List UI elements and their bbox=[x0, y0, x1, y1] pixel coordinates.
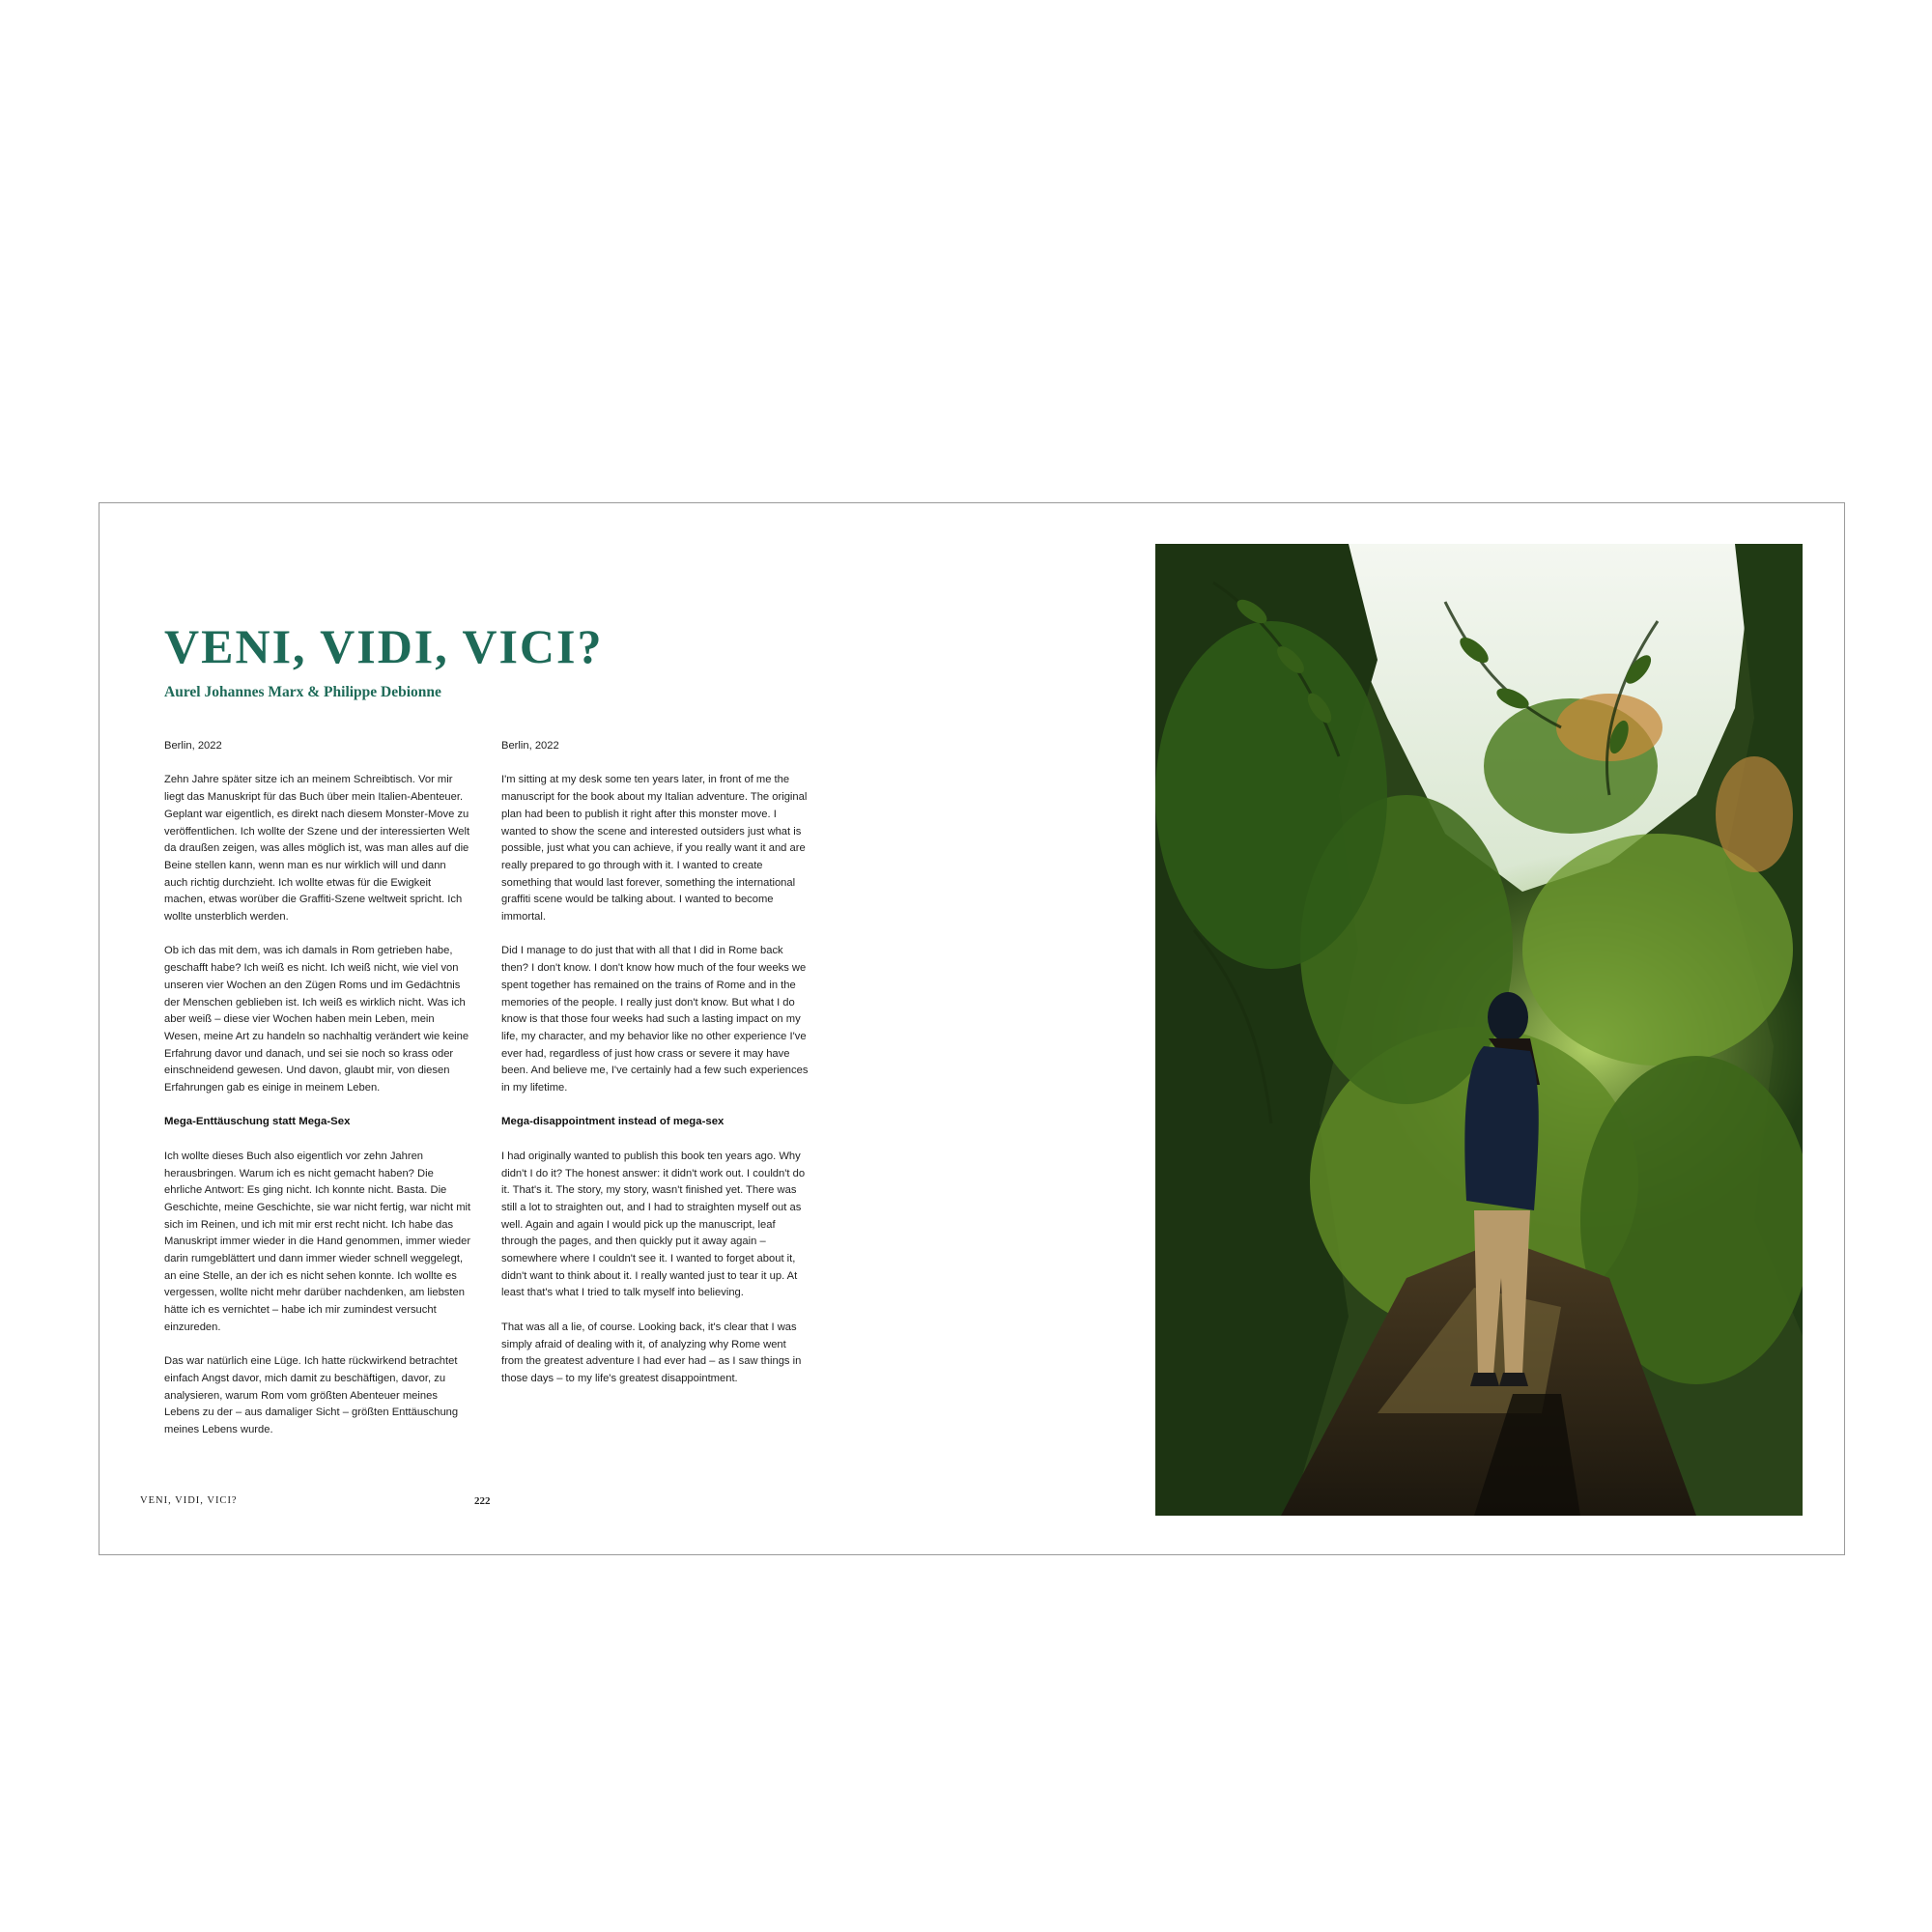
german-paragraph: Zehn Jahre später sitze ich an meinem Schreibtisch. Vor mir liegt das Manuskript für das Buch über mein Italien-Abenteuer. Geplant war eigentlich, es direkt nach diesem Monster-Move zu veröffentlichen. Ich wollte der Szene und der interessierten Welt da draußen zeigen, was alles möglich ist, was man alles auf die Beine stellen kann, wenn man es nur wirklich will und dann auch richtig durchzieht. Ich wollte etwas für die Ewigkeit machen, etwas worüber die Graffiti-Szene weltweit spricht. Ich wollte unsterblich werden. bbox=[164, 774, 470, 923]
english-paragraph: Did I manage to do just that with all that I did in Rome back then? I don't know. I don't know how much of the four weeks we spent together has remained on the trains of Rome and in the memories of the people. I really just don't know. But what I do know is that those four weeks had such a lasting impact on my life, my character, and my behavior like no other experience I've ever had, regardless of just how crass or severe it may have been. And believe me, I've certainly had a few such experiences in my lifetime. bbox=[501, 945, 809, 1094]
german-paragraph: Das war natürlich eine Lüge. Ich hatte rückwirkend betrachtet einfach Angst davor, mich damit zu beschäftigen, davor, zu analysieren, warum Rom vom größten Abenteuer meines Lebens zu der – aus damaliger Sicht – größten Enttäuschung meines Lebens wurde. bbox=[164, 1355, 459, 1436]
german-paragraph: Ob ich das mit dem, was ich damals in Rom getrieben habe, geschafft habe? Ich weiß es nicht. Ich weiß nicht, wie viel von unseren vier Wochen an den Zügen Roms und im Gedächtnis der Menschen geblieben ist. Ich weiß es wirklich nicht. Was ich aber weiß – diese vier Wochen haben mein Leben, mein Wesen, meine Art zu handeln so nachhaltig verändert wie keine Erfahrung davor und danach, und sei sie noch so krass oder einschneidend gewesen. Und davon, glaubt mir, von diesen Erfahrungen gab es einige in meinem Leben. bbox=[164, 945, 469, 1094]
english-paragraph: That was all a lie, of course. Looking back, it's clear that I was simply afraid of dealing with it, of analyzing why Rome went from the greatest adventure I had ever had – as I saw things in those days – to my life's greatest disappointment. bbox=[501, 1321, 802, 1384]
article-title: VENI, VIDI, VICI? bbox=[164, 619, 604, 673]
article-authors: Aurel Johannes Marx & Philippe Debionne bbox=[164, 684, 441, 700]
english-subheading: Mega-disappointment instead of mega-sex bbox=[501, 1116, 724, 1128]
english-paragraph: I had originally wanted to publish this book ten years ago. Why didn't I do it? The honest answer: it didn't work out. I couldn't do it. That's it. The story, my story, wasn't finished yet. There was still a lot to straighten out, and I had to straighten myself out as well. Again and again I would pick up the manuscript, leaf through the pages, and then quickly put it away again – somewhere where I couldn't see it. I wanted to forget about it, didn't want to think about it. I really wanted just to tear it up. At least that's what I tried to talk myself into believing. bbox=[501, 1150, 806, 1299]
forest-photo-illustration bbox=[1155, 544, 1803, 1516]
english-text-column bbox=[501, 738, 809, 1405]
german-text-column bbox=[164, 738, 471, 1456]
running-footer-title: VENI, VIDI, VICI? bbox=[140, 1495, 238, 1506]
english-paragraph: I'm sitting at my desk some ten years later, in front of me the manuscript for the book about my Italian adventure. The original plan had been to publish it right after this monster move. I wanted to show the scene and interested outsiders just what is possible, just what you can achieve, if you really want it and are really prepared to go through with it. I wanted to create something that would last forever, something the international graffiti scene would be talking about. I wanted to become immortal. bbox=[501, 774, 808, 923]
german-dateline: Berlin, 2022 bbox=[164, 740, 222, 752]
german-subheading: Mega-Enttäuschung statt Mega-Sex bbox=[164, 1116, 351, 1128]
forest-portrait-photo bbox=[1155, 544, 1803, 1516]
page-number: 222 bbox=[474, 1495, 491, 1507]
german-paragraph: Ich wollte dieses Buch also eigentlich vor zehn Jahren herausbringen. Warum ich es nicht gemacht haben? Die ehrliche Antwort: Es ging nicht. Ich konnte nicht. Basta. Die Geschichte, meine Geschichte, sie war nicht fertig, war nicht mit sich im Reinen, und ich mit mir erst recht nicht. Ich habe das Manuskript immer wieder in die Hand genommen, immer wieder darin rumgeblättert und dann immer wieder schnell weggelegt, an eine Stelle, an der ich es nicht sehen konnte. Ich wollte es vergessen, wollte nicht mehr darüber nachdenken, am liebsten hätte ich es vernichtet – habe ich mir zumindest versucht einzureden. bbox=[164, 1150, 471, 1333]
english-dateline: Berlin, 2022 bbox=[501, 740, 559, 752]
